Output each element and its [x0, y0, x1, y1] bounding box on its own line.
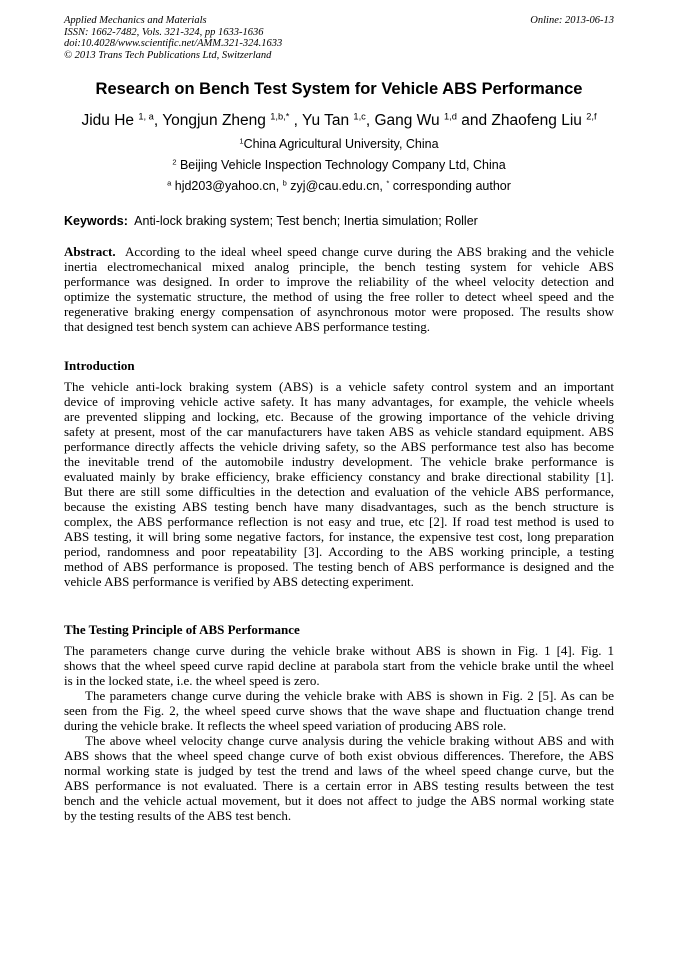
author-separator: ,: [365, 112, 375, 129]
author-list: [0, 112, 678, 130]
author-name: Yu Tan: [301, 112, 350, 129]
text-line: complex, the ABS performance reflection is not easy and true, etc [2]. If road test method is used to: [64, 514, 614, 529]
text-line: performance was designed. In order to improve the reliability of the wheel velocity detection and: [64, 274, 614, 289]
keywords-label: Keywords:: [64, 214, 128, 228]
journal-name: Applied Mechanics and Materials: [64, 15, 207, 26]
affiliation-sup: 1: [239, 136, 244, 146]
author-sup: 1, a: [138, 111, 154, 122]
corresponding-note: corresponding author: [389, 179, 511, 193]
text-line-content: According to the ideal wheel speed change curve during the ABS braking and the vehicle: [115, 244, 614, 259]
text-line: the inevitable trend of the automobile industry development. The vehicle brake performance is: [64, 454, 614, 469]
author-emails: [0, 179, 678, 193]
author-separator: ,: [289, 112, 302, 129]
author-sup: 2,f: [586, 111, 597, 122]
text-line: bench and the vehicle actual movement, but it does not affect to judge the ABS normal working state: [64, 793, 614, 808]
text-line: The above wheel velocity change curve analysis during the vehicle braking without ABS and with: [85, 733, 614, 748]
text-line: period, randomness and poor repeatability [3]. According to the ABS working principle, a testing: [64, 544, 614, 559]
journal-header: [64, 15, 614, 61]
text-line: device of improving vehicle active safety. It has many advantages, for example, the vehicle wheels: [64, 394, 614, 409]
testing-principle-body: [64, 643, 614, 823]
text-line: because the existing ABS testing bench have many disadvantages, such as the bench structure is: [64, 499, 614, 514]
text-line: normal working state is judged by test the trend and laws of the wheel speed change curve, but the: [64, 763, 614, 778]
text-line: The vehicle anti-lock braking system (ABS) is a vehicle safety control system and an important: [64, 379, 614, 394]
text-line: evaluated mainly by brake efficiency, brake efficiency constancy and brake directional stability [1].: [64, 469, 614, 484]
author-name: Zhaofeng Liu: [491, 112, 582, 129]
text-line: vehicle ABS performance is verified by ABS detecting experiment.: [64, 574, 414, 589]
text-line: is in the locked state, i.e. the wheel speed is zero.: [64, 673, 320, 688]
text-line: by the testing results of the ABS test bench.: [64, 808, 292, 823]
text-line: during the vehicle brake. It reflects the wheel speed variation of producing ABS role.: [64, 718, 507, 733]
text-line: But there are still some difficulties in the detection and evaluation of the vehicle ABS performance,: [64, 484, 614, 499]
author-sup: 1,b,*: [270, 111, 290, 122]
text-line: seen from the Fig. 2, the wheel speed curve shows that the wave shape and fluctuation change trend: [64, 703, 614, 718]
issn: ISSN: 1662-7482, Vols. 321-324, pp 1633-1636: [64, 26, 264, 38]
text-line: ABS shows that the wheel speed change curve of both exist obvious differences. Therefore, the ABS: [64, 748, 614, 763]
online-date: Online: 2013-06-13: [530, 15, 614, 26]
text-line: inertia electromechanical mixed analog principle, the bench testing system for vehicle ABS: [64, 259, 614, 274]
affiliation-text: Beijing Vehicle Inspection Technology Company Ltd, China: [176, 158, 506, 172]
text-line: that designed test bench system can achieve ABS performance testing.: [64, 319, 431, 334]
text-line: The parameters change curve during the vehicle brake without ABS is shown in Fig. 1 [4]. Fig. 1: [64, 643, 614, 658]
text-line: ABS testing, it will bring some negative factors, for instance, the expensive test cost, long preparation: [64, 529, 614, 544]
author-sup: 1,d: [443, 111, 457, 122]
text-line: performance directly affects the vehicle driving safety, so the ABS performance test also has become: [64, 439, 614, 454]
author-name: Gang Wu: [374, 112, 440, 129]
email-sup: b: [282, 178, 287, 188]
paper-title: Research on Bench Test System for Vehicle ABS Performance: [95, 80, 583, 98]
email: hjd203@yahoo.cn,: [171, 179, 283, 193]
text-line: safety at present, most of the car manufacturers have taken ABS as vehicle standard equipment. ABS: [64, 424, 614, 439]
author-sup: 1,c: [353, 111, 366, 122]
keywords-text: Anti-lock braking system; Test bench; Inertia simulation; Roller: [127, 214, 478, 228]
author-name: Yongjun Zheng: [162, 112, 266, 129]
text-line: The parameters change curve during the vehicle brake with ABS is shown in Fig. 2 [5]. As can be: [85, 688, 614, 703]
author-separator: and: [456, 112, 492, 129]
text-line: are prevented slipping and locking, etc. Because of the growing importance of the vehicle driving: [64, 409, 614, 424]
affiliation-1: [0, 137, 678, 151]
introduction-body: [64, 379, 614, 589]
text-line: method of ABS performance is proposed. The testing bench of ABS performance is designed and the: [64, 559, 614, 574]
affiliation-2: [0, 158, 678, 172]
section-heading-introduction: Introduction: [64, 358, 135, 373]
text-line: optimize the systematic structure, the method of using the free roller to detect wheel speed and the: [64, 289, 614, 304]
author-name: Jidu He: [81, 112, 135, 129]
copyright: © 2013 Trans Tech Publications Ltd, Switzerland: [64, 49, 272, 61]
abstract: [64, 244, 614, 334]
text-line: regenerative braking energy compensation of asynchronous motor were proposed. The results show: [64, 304, 614, 319]
text-line: shows that the wheel speed curve rapid decline at parabola start from the vehicle brake until the wheel: [64, 658, 614, 673]
email: zyj@cau.edu.cn,: [286, 179, 387, 193]
email-sup: *: [386, 178, 390, 188]
email-sup: a: [167, 178, 172, 188]
text-line: [64, 244, 614, 259]
keywords: [64, 214, 478, 228]
abstract-label: Abstract.: [64, 244, 116, 259]
text-line: ABS performance is not evaluated. There is a certain error in ABS testing results between the test: [64, 778, 614, 793]
affiliation-text: China Agricultural University, China: [243, 137, 439, 151]
affiliation-sup: 2: [172, 157, 177, 167]
author-separator: ,: [153, 112, 163, 129]
section-heading-testing-principle: The Testing Principle of ABS Performance: [64, 622, 300, 637]
doi: doi:10.4028/www.scientific.net/AMM.321-324.1633: [64, 38, 283, 49]
